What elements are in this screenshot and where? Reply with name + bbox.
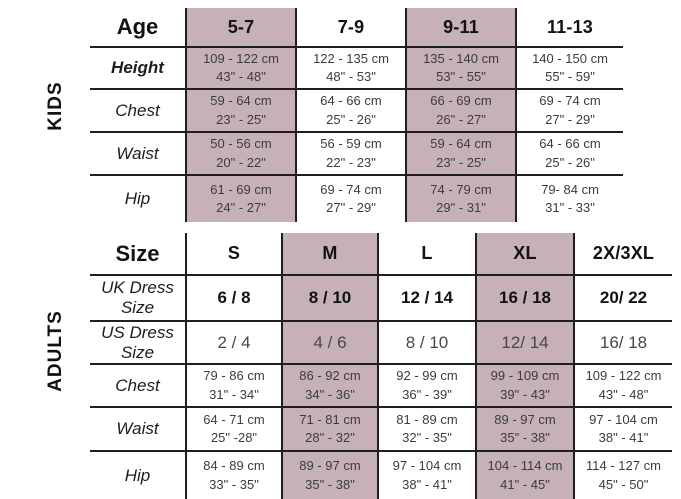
measure-cm: 89 - 97 cm [299,458,361,473]
measurement-cell [283,365,379,408]
measure-cm: 86 - 92 cm [299,368,361,383]
measure-inches: 43" - 48" [216,69,266,84]
measure-cm: 97 - 104 cm [589,411,658,427]
measure-inches: 34" - 36" [305,386,355,402]
measurement-cell [379,365,477,408]
adults-row-label-us-dress: US Dress Size [90,322,187,365]
adults-row-label-hip: Hip [90,452,187,499]
measure-cm: 69 - 74 cm [320,181,382,197]
measurement-cell [187,452,283,499]
adults-row-label-chest: Chest [90,365,187,408]
measure-cm: 114 - 127 cm [586,458,661,473]
measure-inches: 38" - 41" [402,476,452,492]
measure-cm: 74 - 79 cm [430,181,492,197]
measure-inches: 36" - 39" [402,386,452,402]
dress-size-cell: 2 / 4 [187,322,283,365]
measure-cm: 59 - 64 cm [430,136,492,151]
measurement-cell [297,48,407,90]
measure-cm: 109 - 122 cm [585,368,662,383]
measure-cm: 69 - 74 cm [539,93,601,108]
measure-inches: 45" - 50" [598,476,649,492]
measurement-cell [187,365,283,408]
measurement-cell [575,365,672,408]
kids-row-label-waist: Waist [90,133,187,176]
measure-inches: 25" -28" [210,430,258,445]
dress-size-cell: 8 / 10 [379,322,477,365]
measurement-cell [407,133,517,176]
measurement-cell [407,48,517,90]
measure-cm: 140 - 150 cm [532,50,608,66]
measure-cm: 84 - 89 cm [203,458,265,473]
measure-inches: 31" - 33" [545,200,595,215]
adults-section-label: ADULTS [45,310,66,392]
measure-cm: 99 - 109 cm [490,368,560,383]
measure-inches: 41" - 45" [500,476,550,492]
measurement-cell [407,90,517,133]
kids-row-label-height: Height [90,48,187,90]
measure-inches: 23" - 25" [216,111,266,127]
measure-inches: 32" - 35" [402,430,452,445]
measure-cm: 92 - 99 cm [396,368,458,383]
measure-inches: 38" - 41" [598,430,649,445]
measurement-cell [297,90,407,133]
measure-cm: 89 - 97 cm [494,411,556,427]
measure-inches: 25" - 26" [326,111,376,127]
measure-cm: 66 - 69 cm [430,93,492,108]
kids-age-header: Age [90,8,187,48]
measurement-cell [283,408,379,452]
adults-size-header: Size [90,233,187,276]
measure-cm: 64 - 71 cm [203,411,265,427]
measurement-cell [517,133,623,176]
measurement-cell [297,133,407,176]
measurement-cell [379,452,477,499]
measurement-cell [477,408,575,452]
measure-inches: 48" - 53" [326,69,376,84]
measure-inches: 22" - 23" [326,154,376,170]
kids-row-label-chest: Chest [90,90,187,133]
measure-cm: 59 - 64 cm [210,93,272,108]
measure-inches: 24" - 27" [216,200,266,215]
measure-inches: 26" - 27" [436,111,486,127]
adults-column-header-2x3xl: 2X/3XL [575,233,672,276]
kids-row-label-hip: Hip [90,176,187,222]
measure-inches: 27" - 29" [545,111,595,127]
measure-cm: 104 - 114 cm [487,458,563,473]
measure-inches: 33" - 35" [209,476,259,492]
measure-cm: 122 - 135 cm [313,50,389,66]
measure-inches: 53" - 55" [436,69,486,84]
kids-column-header-7-9: 7-9 [297,8,407,48]
measurement-cell [575,408,672,452]
dress-size-cell: 8 / 10 [283,276,379,322]
measure-cm: 81 - 89 cm [396,411,458,427]
measure-cm: 71 - 81 cm [299,411,361,427]
dress-size-cell: 20/ 22 [575,276,672,322]
measure-inches: 35" - 38" [500,430,550,445]
adults-column-header-xl: XL [477,233,575,276]
kids-column-header-11-13: 11-13 [517,8,623,48]
adults-column-header-m: M [283,233,379,276]
dress-size-cell: 12/ 14 [477,322,575,365]
dress-size-cell: 16/ 18 [575,322,672,365]
measurement-cell [575,452,672,499]
measure-cm: 79 - 86 cm [203,368,265,383]
adults-row-label-uk-dress: UK Dress Size [90,276,187,322]
adults-column-header-l: L [379,233,477,276]
measure-cm: 64 - 66 cm [539,136,601,151]
measurement-cell [379,408,477,452]
measurement-cell [283,452,379,499]
measure-cm: 79- 84 cm [541,181,599,197]
measure-inches: 27" - 29" [326,200,376,215]
measurement-cell [187,176,297,222]
kids-size-table [90,8,623,222]
kids-section-label: KIDS [45,81,66,131]
adults-size-table [90,233,672,499]
measure-cm: 64 - 66 cm [320,93,382,108]
measurement-cell [187,133,297,176]
measure-inches: 55" - 59" [545,69,595,84]
measure-inches: 39" - 43" [500,386,550,402]
measurement-cell [297,176,407,222]
measure-inches: 25" - 26" [545,154,595,170]
dress-size-cell: 6 / 8 [187,276,283,322]
measure-cm: 109 - 122 cm [203,50,279,66]
measure-cm: 97 - 104 cm [392,458,462,473]
measure-cm: 50 - 56 cm [210,136,272,151]
measure-cm: 56 - 59 cm [320,136,382,151]
dress-size-cell: 4 / 6 [283,322,379,365]
measure-inches: 43" - 48" [598,386,649,402]
measure-inches: 20" - 22" [216,154,266,170]
kids-column-header-5-7: 5-7 [187,8,297,48]
measure-inches: 31" - 34" [209,386,259,402]
measurement-cell [187,48,297,90]
measure-inches: 28" - 32" [305,430,355,445]
adults-row-label-waist: Waist [90,408,187,452]
measurement-cell [187,90,297,133]
dress-size-cell: 12 / 14 [379,276,477,322]
measurement-cell [477,365,575,408]
measure-cm: 135 - 140 cm [423,50,499,66]
measurement-cell [407,176,517,222]
measure-cm: 61 - 69 cm [210,181,272,197]
measurement-cell [187,408,283,452]
kids-column-header-9-11: 9-11 [407,8,517,48]
dress-size-cell: 16 / 18 [477,276,575,322]
measure-inches: 23" - 25" [436,154,486,170]
measurement-cell [517,48,623,90]
measure-inches: 35" - 38" [305,476,355,492]
adults-column-header-s: S [187,233,283,276]
measure-inches: 29" - 31" [436,200,486,215]
measurement-cell [517,90,623,133]
measurement-cell [517,176,623,222]
measurement-cell [477,452,575,499]
